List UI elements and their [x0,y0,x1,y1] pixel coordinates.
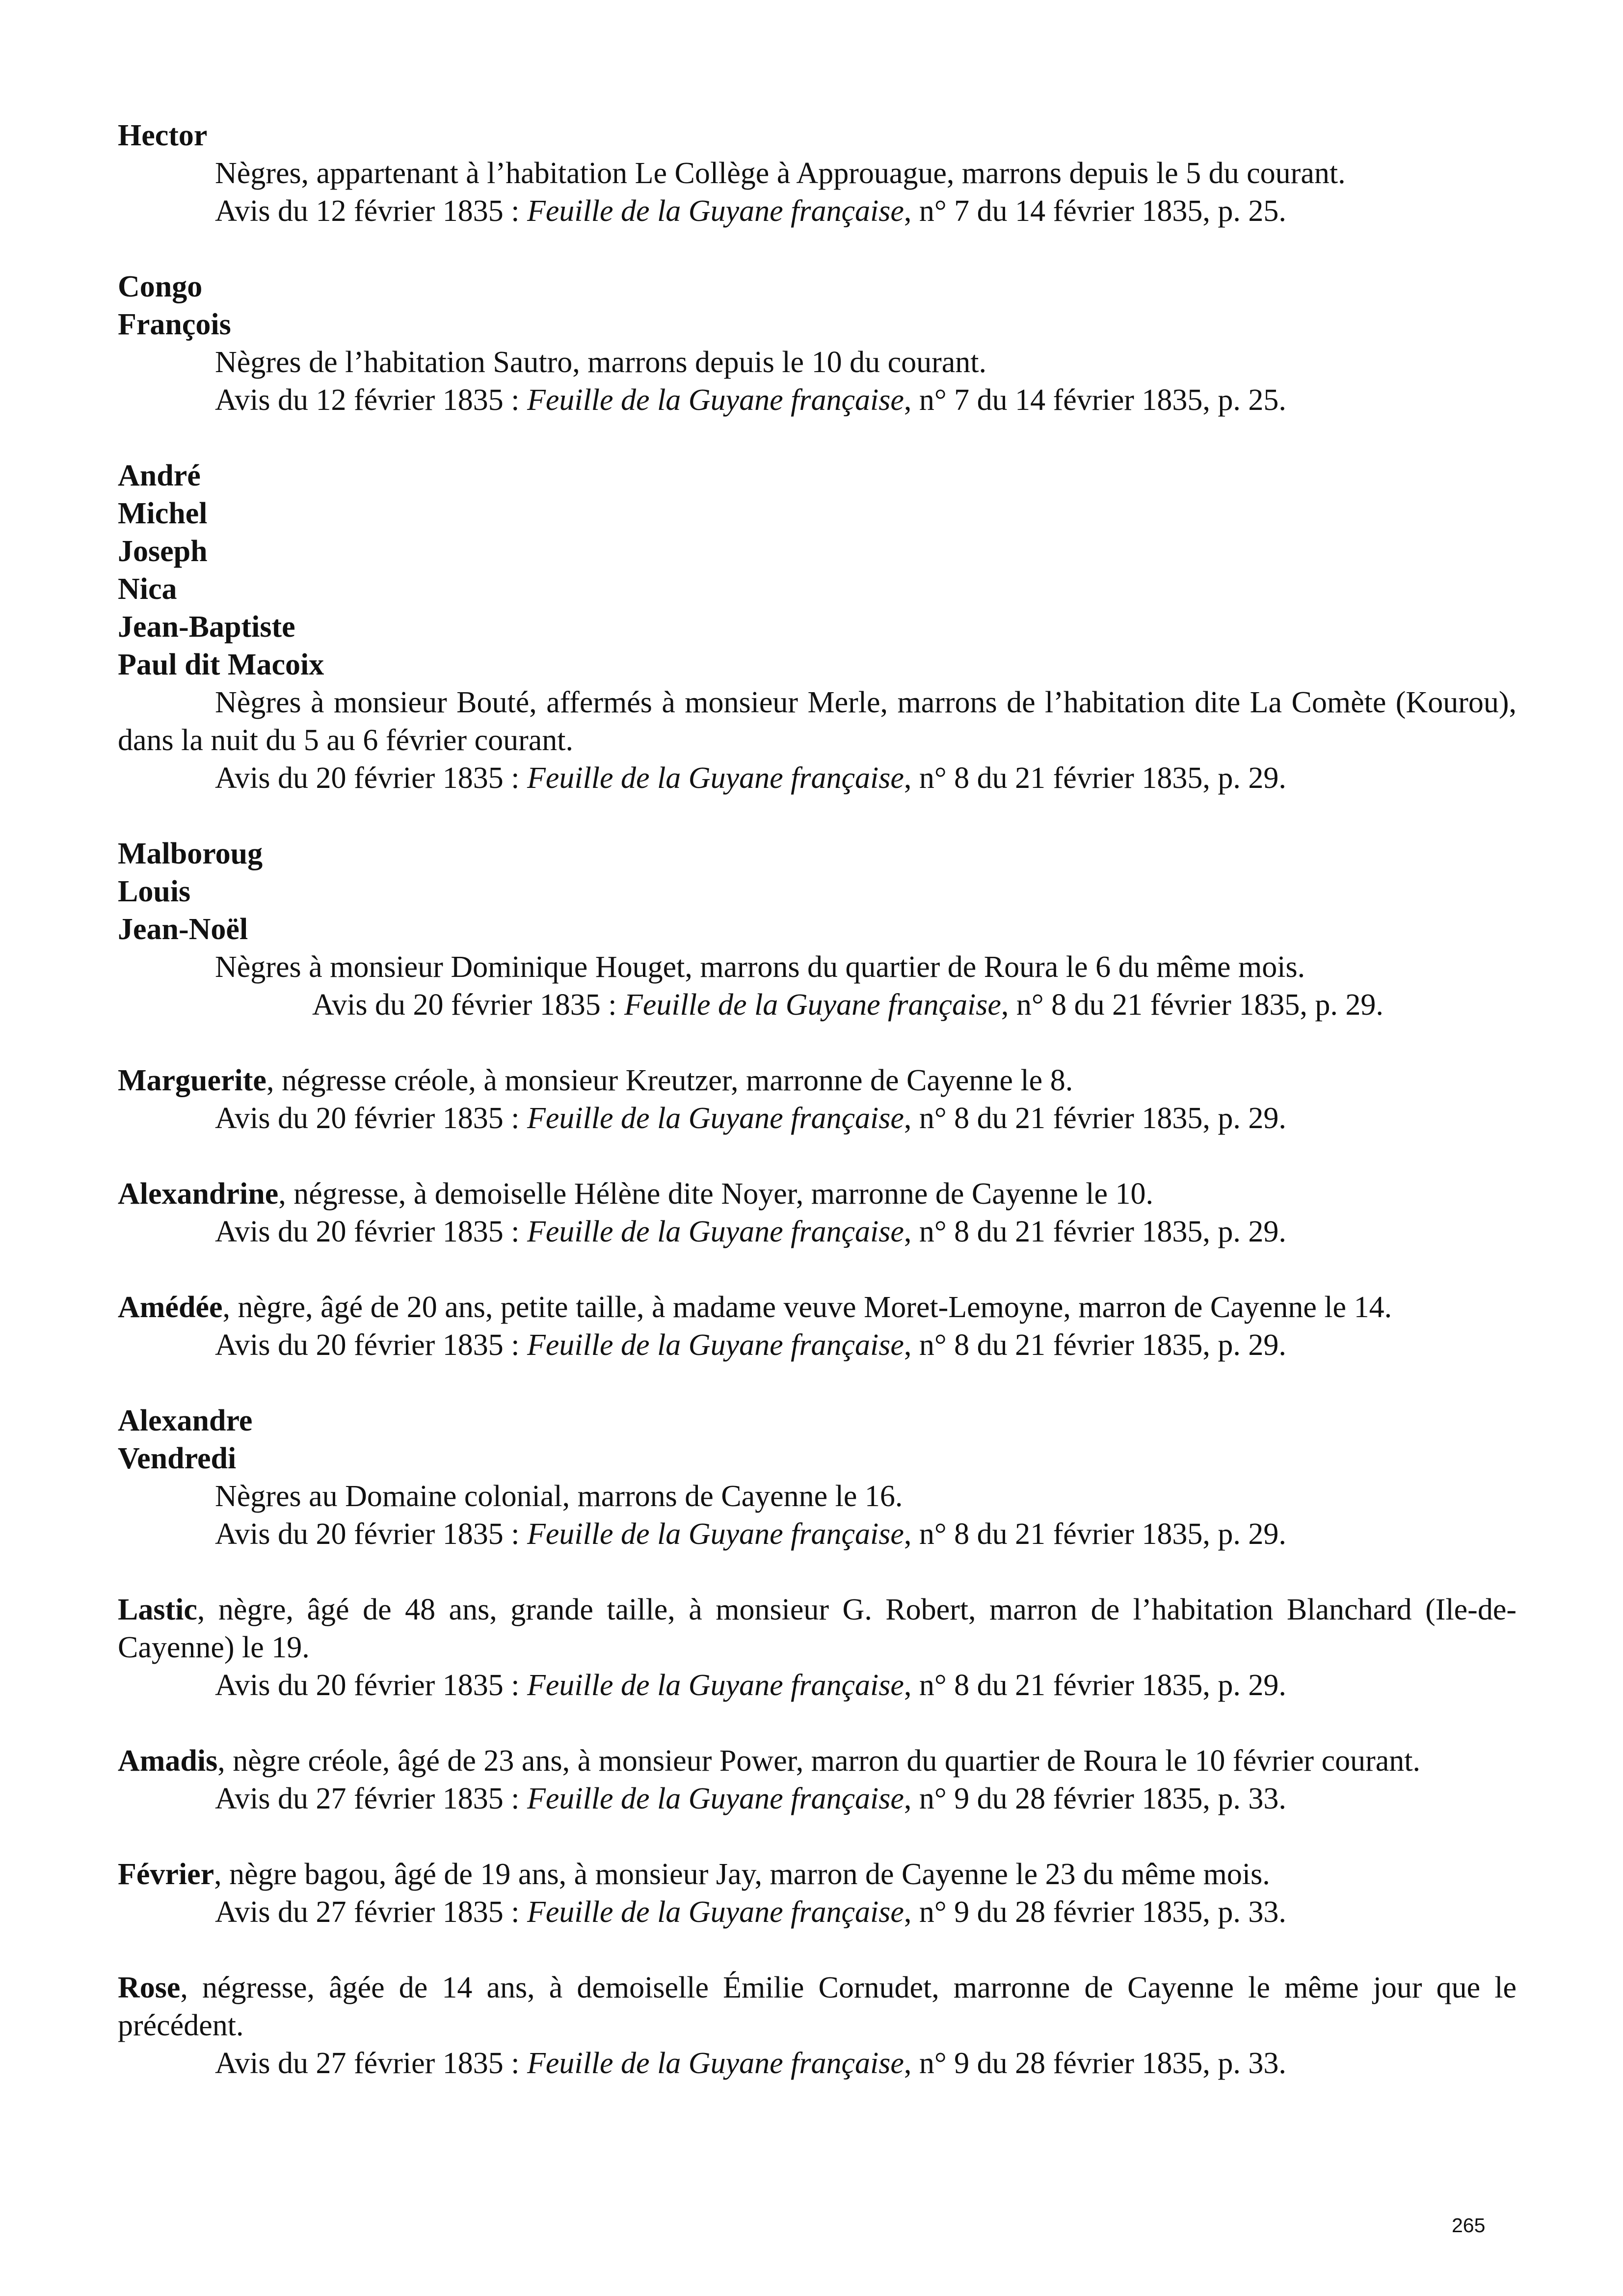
entry-reference [118,1780,1517,1818]
entry-reference [118,381,1517,419]
entry-reference [118,759,1517,797]
journal-title: Feuille de la Guyane française [527,1669,904,1702]
reference-prefix: Avis du 20 février 1835 : [215,1517,527,1551]
entry-description-text: , négresse créole, à monsieur Kreutzer, marronne de Cayenne le 8. [266,1064,1073,1097]
entry-description-text: , nègre, âgé de 20 ans, petite taille, à madame veuve Moret-Lemoyne, marron de Cayenne le 14. [222,1291,1392,1324]
journal-title: Feuille de la Guyane française [527,1782,904,1815]
entry [118,1969,1517,2082]
entry-description: Nègres à monsieur Dominique Houget, marrons du quartier de Roura le 6 du même mois. [215,950,1305,984]
journal-title: Feuille de la Guyane française [527,1517,904,1551]
journal-title: Feuille de la Guyane française [527,761,904,795]
entry-description-text: , nègre créole, âgé de 23 ans, à monsieur Power, marron du quartier de Roura le 10 février courant. [217,1744,1420,1778]
reference-prefix: Avis du 20 février 1835 : [215,1669,527,1702]
reference-suffix: , n° 8 du 21 février 1835, p. 29. [904,1102,1286,1135]
page-number: 265 [1452,2214,1486,2237]
entry-description [118,1591,1517,1667]
slave-name: Nica [118,572,177,606]
reference-prefix: Avis du 20 février 1835 : [215,1328,527,1362]
entry-reference [118,2045,1517,2082]
journal-title: Feuille de la Guyane française [527,383,904,417]
slave-name: Vendredi [118,1442,237,1475]
reference-suffix: , n° 9 du 28 février 1835, p. 33. [904,2047,1286,2080]
entry [118,268,1517,419]
entry [118,835,1517,1024]
reference-prefix: Avis du 20 février 1835 : [215,761,527,795]
slave-name: Jean-Noël [118,913,248,946]
reference-suffix: , n° 8 du 21 février 1835, p. 29. [904,1328,1286,1362]
entry-reference [118,1515,1517,1553]
slave-name: Lastic [118,1593,197,1626]
entry [118,1742,1517,1818]
entry-description: Nègres de l’habitation Sautro, marrons depuis le 10 du courant. [215,346,986,379]
slave-name: André [118,459,201,492]
slave-name: Jean-Baptiste [118,610,295,644]
reference-suffix: , n° 8 du 21 février 1835, p. 29. [904,761,1286,795]
entry-description [118,1856,1517,1893]
entry-description [118,1969,1517,2045]
entry [118,1289,1517,1364]
text-column [118,117,1517,2120]
reference-suffix: , n° 8 du 21 février 1835, p. 29. [904,1669,1286,1702]
reference-prefix: Avis du 27 février 1835 : [215,2047,527,2080]
entry-description: Nègres, appartenant à l’habitation Le Collège à Approuague, marrons depuis le 5 du courant. [215,157,1346,190]
slave-name: François [118,308,231,341]
entry-description-text: , négresse, âgée de 14 ans, à demoiselle Émilie Cornudet, marronne de Cayenne le même jour que le précédent. [118,1971,1517,2042]
entry-reference [118,1893,1517,1931]
reference-prefix: Avis du 27 février 1835 : [215,1895,527,1929]
slave-name: Michel [118,497,208,530]
reference-prefix: Avis du 20 février 1835 : [215,1102,527,1135]
slave-name: Malboroug [118,837,263,870]
reference-suffix: , n° 8 du 21 février 1835, p. 29. [904,1517,1286,1551]
entry [118,117,1517,230]
reference-prefix: Avis du 12 février 1835 : [215,194,527,228]
reference-prefix: Avis du 12 février 1835 : [215,383,527,417]
slave-name: Marguerite [118,1064,266,1097]
slave-name: Alexandrine [118,1177,279,1211]
entry-reference [118,1667,1517,1704]
entry-description [118,1289,1517,1326]
entry-description [118,1742,1517,1780]
reference-suffix: , n° 7 du 14 février 1835, p. 25. [904,194,1286,228]
entry-description [118,1175,1517,1213]
reference-prefix: Avis du 20 février 1835 : [215,1215,527,1248]
entry-description-text: , nègre, âgé de 48 ans, grande taille, à monsieur G. Robert, marron de l’habitation Blanchard (Ile-de-Cayenne) le 19. [118,1593,1517,1664]
entry-description-text: , nègre bagou, âgé de 19 ans, à monsieur Jay, marron de Cayenne le 23 du même mois. [214,1858,1270,1891]
journal-title: Feuille de la Guyane française [527,1102,904,1135]
reference-suffix: , n° 8 du 21 février 1835, p. 29. [904,1215,1286,1248]
reference-suffix: , n° 9 du 28 février 1835, p. 33. [904,1895,1286,1929]
entry-description [118,1062,1517,1100]
entry-reference [118,1326,1517,1364]
journal-title: Feuille de la Guyane française [527,1895,904,1929]
reference-prefix: Avis du 20 février 1835 : [312,988,624,1022]
entry-reference [118,1213,1517,1251]
journal-title: Feuille de la Guyane française [527,1328,904,1362]
entry [118,457,1517,797]
entry-reference [118,986,1517,1024]
slave-name: Louis [118,875,191,908]
slave-name: Amadis [118,1744,218,1778]
entry-description: Nègres à monsieur Bouté, affermés à monsieur Merle, marrons de l’habitation dite La Comète (Kourou), dans la nuit du 5 au 6 février courant. [118,686,1517,757]
entry [118,1175,1517,1251]
slave-name: Amédée [118,1291,223,1324]
slave-name: Février [118,1858,214,1891]
entry [118,1402,1517,1553]
entry [118,1856,1517,1931]
entry [118,1062,1517,1137]
entry [118,1591,1517,1704]
slave-name: Paul dit Macoix [118,648,324,681]
journal-title: Feuille de la Guyane française [527,194,904,228]
reference-suffix: , n° 9 du 28 février 1835, p. 33. [904,1782,1286,1815]
entry-description: Nègres au Domaine colonial, marrons de Cayenne le 16. [215,1480,903,1513]
slave-name: Congo [118,270,203,303]
slave-name: Joseph [118,535,208,568]
slave-name: Hector [118,119,208,152]
journal-title: Feuille de la Guyane française [527,2047,904,2080]
entry-description-text: , négresse, à demoiselle Hélène dite Noyer, marronne de Cayenne le 10. [278,1177,1154,1211]
reference-suffix: , n° 8 du 21 février 1835, p. 29. [1001,988,1384,1022]
slave-name: Rose [118,1971,181,2004]
reference-suffix: , n° 7 du 14 février 1835, p. 25. [904,383,1286,417]
journal-title: Feuille de la Guyane française [527,1215,904,1248]
reference-prefix: Avis du 27 février 1835 : [215,1782,527,1815]
slave-name: Alexandre [118,1404,253,1437]
entry-reference [118,1100,1517,1137]
entry-reference [118,192,1517,230]
journal-title: Feuille de la Guyane française [624,988,1001,1022]
